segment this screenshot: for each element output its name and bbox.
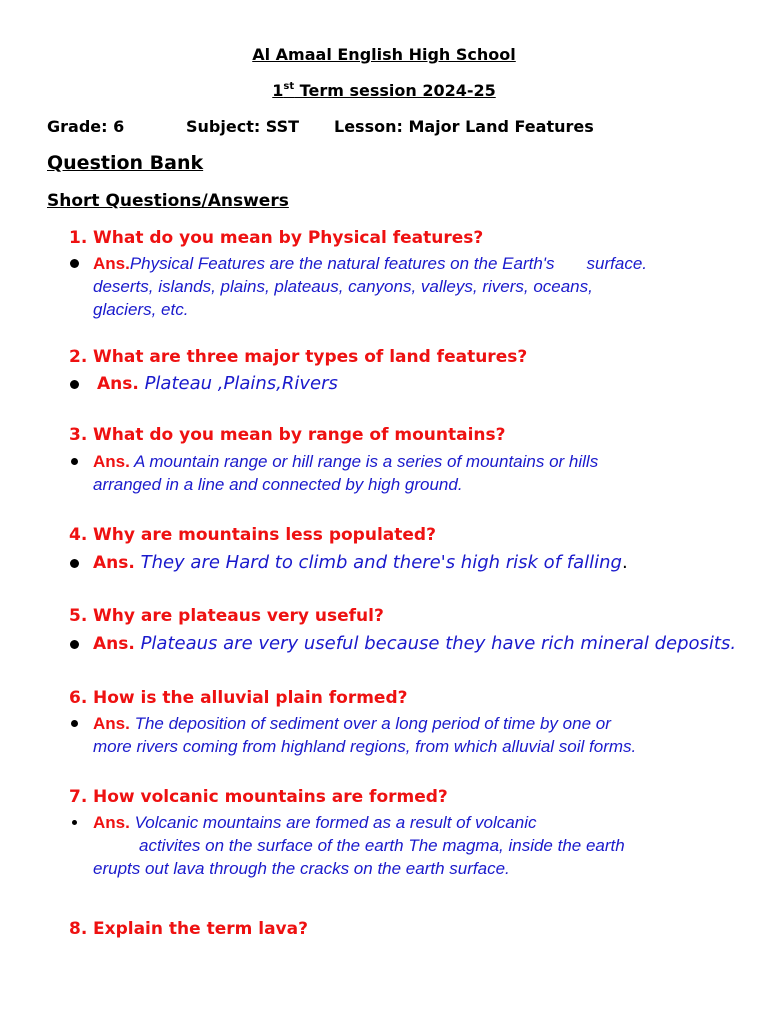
short-qa-heading: Short Questions/Answers: [47, 191, 289, 211]
question-text: What do you mean by range of mountains?: [93, 425, 506, 445]
answer-line: A mountain range or hill range is a series of mountains or hills: [133, 452, 599, 471]
answer-label: Ans.: [93, 714, 130, 733]
answer-block: [93, 712, 733, 758]
answer-block: [93, 811, 733, 880]
answer-block: [97, 372, 737, 396]
term-rest: Term session 2024-25: [294, 81, 496, 100]
subject-label: Subject: SST: [186, 117, 300, 136]
question-text: Why are plateaus very useful?: [93, 606, 384, 626]
bullet-icon: [72, 820, 77, 825]
question-text: What do you mean by Physical features?: [93, 228, 484, 248]
question-number: 4.: [69, 525, 88, 545]
answer-line: The deposition of sediment over a long period of time by one or: [134, 714, 611, 733]
bullet-icon: [70, 559, 79, 568]
answer-label: Ans.: [97, 374, 139, 394]
answer-line: activites on the surface of the earth The magma, inside the earth: [139, 836, 625, 855]
answer-label: Ans.: [93, 813, 130, 832]
answer-block: [93, 632, 737, 656]
question-number: 5.: [69, 606, 88, 626]
answer-line: Physical Features are the natural features on the Earth's: [129, 254, 555, 273]
answer-label: Ans.: [93, 254, 130, 273]
term-session: [0, 81, 768, 100]
school-name: Al Amaal English High School: [252, 45, 516, 64]
answer-line: erupts out lava through the cracks on the earth surface.: [93, 859, 510, 878]
bullet-icon: [70, 380, 79, 389]
question-number: 3.: [69, 425, 88, 445]
question-bank-heading: Question Bank: [47, 152, 204, 174]
bullet-icon: [71, 458, 78, 465]
answer-block: [93, 450, 733, 496]
answer-line: Volcanic mountains are formed as a result of volcanic: [134, 813, 537, 832]
answer-label: Ans.: [93, 553, 135, 573]
term-suffix: st: [283, 81, 295, 92]
question-text: How volcanic mountains are formed?: [93, 787, 448, 807]
bullet-icon: [70, 259, 79, 268]
question-number: 2.: [69, 347, 88, 367]
answer-block: [93, 551, 733, 575]
answer-line: Plateau ,Plains,Rivers: [144, 373, 338, 394]
question-text: What are three major types of land features?: [93, 347, 528, 367]
question-number: 8.: [69, 919, 88, 939]
term-number: 1: [272, 81, 284, 100]
question-text: Why are mountains less populated?: [93, 525, 436, 545]
question-number: 6.: [69, 688, 88, 708]
question-number: 7.: [69, 787, 88, 807]
question-text: How is the alluvial plain formed?: [93, 688, 408, 708]
answer-line: arranged in a line and connected by high ground.: [93, 475, 463, 494]
answer-line: more rivers coming from highland regions, from which alluvial soil forms.: [93, 737, 637, 756]
answer-label: Ans.: [93, 634, 135, 654]
answer-line: deserts, islands, plains, plateaus, canyons, valleys, rivers, oceans,: [93, 277, 593, 296]
bullet-icon: [71, 720, 78, 727]
answer-line: surface.: [586, 254, 648, 273]
grade-label: Grade: 6: [47, 117, 125, 136]
question-text: Explain the term lava?: [93, 919, 308, 939]
question-number: 1.: [69, 228, 88, 248]
bullet-icon: [70, 640, 79, 649]
answer-line: Plateaus are very useful because they have rich mineral deposits.: [140, 633, 737, 654]
answer-block: [93, 252, 733, 321]
answer-line: glaciers, etc.: [93, 300, 189, 319]
answer-line: .: [621, 552, 628, 573]
answer-line: They are Hard to climb and there's high risk of falling: [140, 552, 622, 573]
lesson-label: Lesson: Major Land Features: [334, 117, 594, 136]
answer-label: Ans.: [93, 452, 130, 471]
